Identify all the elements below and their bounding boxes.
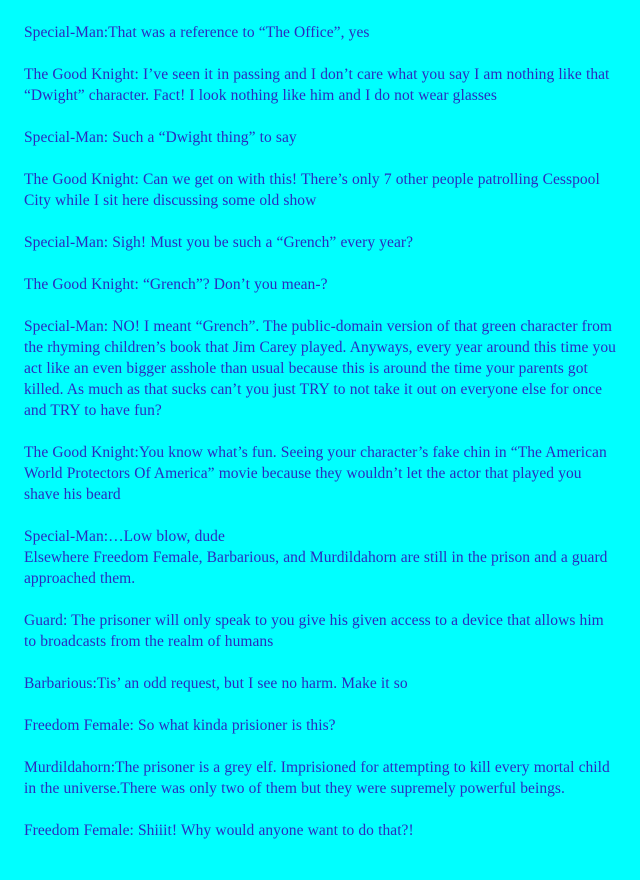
dialogue-line: Guard: The prisoner will only speak to you give his given access to a device that allows him to broadcasts from the realm of humans	[24, 612, 604, 650]
dialogue-line: Special-Man: Such a “Dwight thing” to say	[24, 129, 297, 146]
dialogue-line: Special-Man: Sigh! Must you be such a “Grench” every year?	[24, 234, 414, 251]
dialogue-line: Special-Man:…Low blow, dude	[24, 528, 225, 545]
paragraph-list	[24, 22, 616, 841]
dialogue-line: Freedom Female: Shiiit! Why would anyone want to do that?!	[24, 822, 414, 839]
dialogue-line: The Good Knight: Can we get on with this! There’s only 7 other people patrolling Cesspool City while I sit here discussing some old show	[24, 171, 600, 209]
dialogue-line: Freedom Female: So what kinda prisioner is this?	[24, 717, 336, 734]
dialogue-line: Elsewhere Freedom Female, Barbarious, and Murdildahorn are still in the prison and a guard approached them.	[24, 549, 608, 587]
dialogue-line: Barbarious:Tis’ an odd request, but I see no harm. Make it so	[24, 675, 408, 692]
dialogue-line: Special-Man:That was a reference to “The Office”, yes	[24, 24, 370, 41]
dialogue-line: The Good Knight: “Grench”? Don’t you mean-?	[24, 276, 328, 293]
dialogue-line: Murdildahorn:The prisoner is a grey elf. Imprisioned for attempting to kill every mortal child in the universe.There was only two of them but they were supremely powerful beings.	[24, 759, 610, 797]
dialogue-line: The Good Knight:You know what’s fun. Seeing your character’s fake chin in “The American World Protectors Of America” movie because they wouldn’t let the actor that played you shave his beard	[24, 444, 607, 503]
dialogue-line: Special-Man: NO! I meant “Grench”. The public-domain version of that green character from the rhyming children’s book that Jim Carey played. Anyways, every year around this time you act like an even bigger asshole than usual because this is around the time your parents got killed. As much as that sucks can’t you just TRY to not take it out on everyone else for once and TRY to have fun?	[24, 318, 616, 419]
dialogue-line: The Good Knight: I’ve seen it in passing and I don’t care what you say I am nothing like that “Dwight” character. Fact! I look nothing like him and I do not wear glasses	[24, 66, 610, 104]
